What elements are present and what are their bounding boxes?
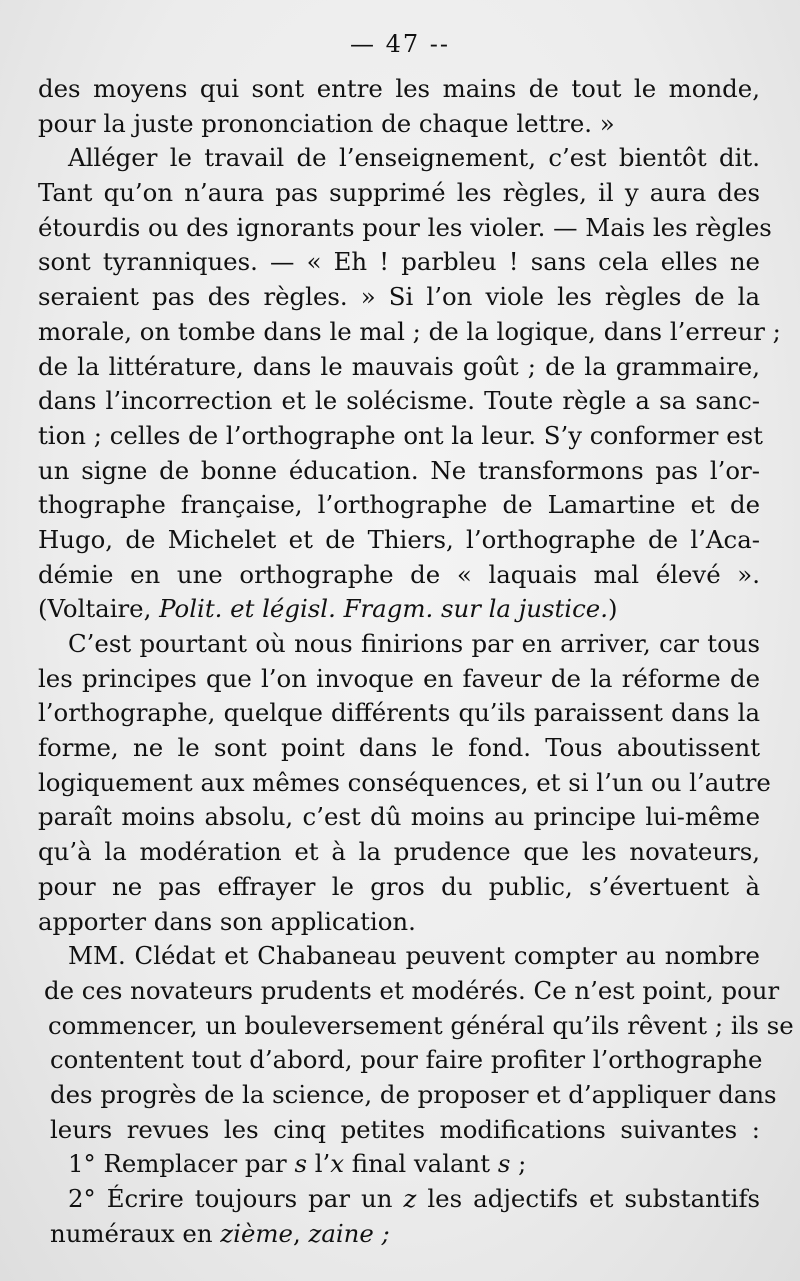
line-text: Hugo, de Michelet et de Thiers, l’orthographe de l’Aca-	[38, 524, 760, 554]
line-text: de ces novateurs prudents et modérés. Ce n’est point, pour	[44, 975, 780, 1005]
text-line	[38, 905, 760, 940]
text-line	[38, 1043, 763, 1078]
line-text: logiquement aux mêmes conséquences, et si l’un ou l’autre	[38, 767, 771, 797]
line-text: )	[607, 594, 618, 624]
italic-text: zième	[220, 1218, 293, 1248]
line-text: seraient pas des règles. » Si l’on viole les règles de la	[38, 282, 760, 312]
line-text: commencer, un bouleversement général qu’ils rêvent ; ils se	[48, 1010, 794, 1040]
text-line	[38, 974, 780, 1009]
line-text: final valant	[344, 1149, 498, 1179]
line-text: contentent tout d’abord, pour faire profiter l’orthographe	[50, 1045, 763, 1075]
text-line	[38, 523, 760, 558]
line-text: démie en une orthographe de « laquais mal élevé ».	[38, 559, 760, 589]
italic-text: zaine ;	[308, 1218, 390, 1248]
text-line	[38, 245, 760, 280]
line-text: l’	[306, 1149, 331, 1179]
line-text: C’est pourtant où nous finirions par en arriver, car tous	[68, 629, 760, 658]
paragraph-start-line	[38, 627, 760, 662]
text-line	[38, 384, 760, 419]
text-line	[38, 731, 760, 766]
line-text: des progrès de la science, de proposer et d’appliquer dans	[50, 1079, 777, 1109]
italic-text: s	[294, 1149, 307, 1179]
line-text: morale, on tombe dans le mal ; de la logique, dans l’erreur ;	[38, 316, 781, 346]
line-text: des moyens qui sont entre les mains de tout le monde,	[38, 74, 760, 103]
line-text: apporter dans son application.	[38, 906, 416, 936]
line-text: sont tyranniques. — « Eh ! parbleu ! sans cela elles ne	[38, 247, 760, 277]
line-text: numéraux en	[50, 1218, 221, 1248]
text-line	[38, 835, 760, 870]
list-item-line	[38, 1147, 760, 1182]
text-line	[38, 350, 760, 385]
list-item-line	[38, 1182, 760, 1217]
line-text: MM. Clédat et Chabaneau peuvent compter au nombre	[68, 941, 760, 971]
text-line	[38, 454, 760, 489]
line-text: pour la juste prononciation de chaque lettre. »	[38, 108, 615, 138]
line-text: de la littérature, dans le mauvais goût ; de la grammaire,	[38, 351, 760, 381]
line-text: paraît moins absolu, c’est dû moins au principe lui-même	[38, 802, 760, 832]
citation-line	[38, 592, 760, 627]
line-text: les adjectifs et substantifs	[416, 1184, 760, 1213]
line-text: qu’à la modération et à la prudence que les novateurs,	[38, 837, 760, 867]
line-text: les principes que l’on invoque en faveur de la réforme de	[38, 663, 760, 693]
paragraph-start-line	[38, 141, 760, 176]
text-line	[38, 870, 760, 905]
text-line	[38, 72, 760, 107]
line-text: Alléger le travail de l’enseignement, c’est bientôt dit.	[68, 143, 760, 173]
text-line	[38, 800, 760, 835]
line-text: pour ne pas effrayer le gros du public, s’évertuent à	[38, 871, 760, 901]
text-line	[38, 488, 760, 523]
text-line	[38, 176, 760, 211]
italic-text: z	[403, 1184, 417, 1213]
line-text: tion ; celles de l’orthographe ont la leur. S’y conformer est	[38, 420, 763, 450]
italic-text: x	[330, 1149, 345, 1179]
line-text: 2° Écrire toujours par un	[68, 1184, 404, 1213]
italic-text: s	[497, 1149, 511, 1179]
page-body	[38, 72, 794, 1251]
text-line	[38, 419, 763, 454]
line-text: ;	[510, 1149, 527, 1179]
line-text: leurs revues les cinq petites modifications suivantes :	[50, 1114, 760, 1144]
line-text: l’orthographe, quelque différents qu’ils paraissent dans la	[38, 698, 760, 728]
text-line	[38, 211, 772, 246]
text-line	[38, 558, 760, 593]
list-item-line	[38, 1217, 760, 1252]
italic-text: Polit. et législ. Fragm. sur la justice.	[159, 594, 608, 624]
text-line	[38, 1113, 760, 1148]
paragraph-start-line	[38, 939, 760, 974]
page-number: — 47 --	[349, 30, 450, 58]
line-text: 1° Remplacer par	[68, 1149, 295, 1179]
text-line	[38, 107, 760, 142]
text-line	[38, 766, 771, 801]
line-text: ,	[292, 1218, 309, 1248]
text-line	[38, 662, 760, 697]
line-text: Tant qu’on n’aura pas supprimé les règles, il y aura des	[38, 178, 760, 208]
line-text: un signe de bonne éducation. Ne transformons pas l’or-	[38, 455, 760, 485]
line-text: dans l’incorrection et le solécisme. Toute règle a sa sanc-	[38, 386, 760, 416]
line-text: étourdis ou des ignorants pour les violer. — Mais les règles	[38, 212, 772, 242]
line-text: (Voltaire,	[38, 594, 160, 624]
text-line	[38, 696, 760, 731]
text-line	[38, 315, 781, 350]
line-text: thographe française, l’orthographe de Lamartine et de	[38, 490, 760, 520]
text-line	[38, 1009, 794, 1044]
line-text: forme, ne le sont point dans le fond. Tous aboutissent	[38, 733, 760, 763]
text-line	[38, 1078, 777, 1113]
text-line	[38, 280, 760, 315]
